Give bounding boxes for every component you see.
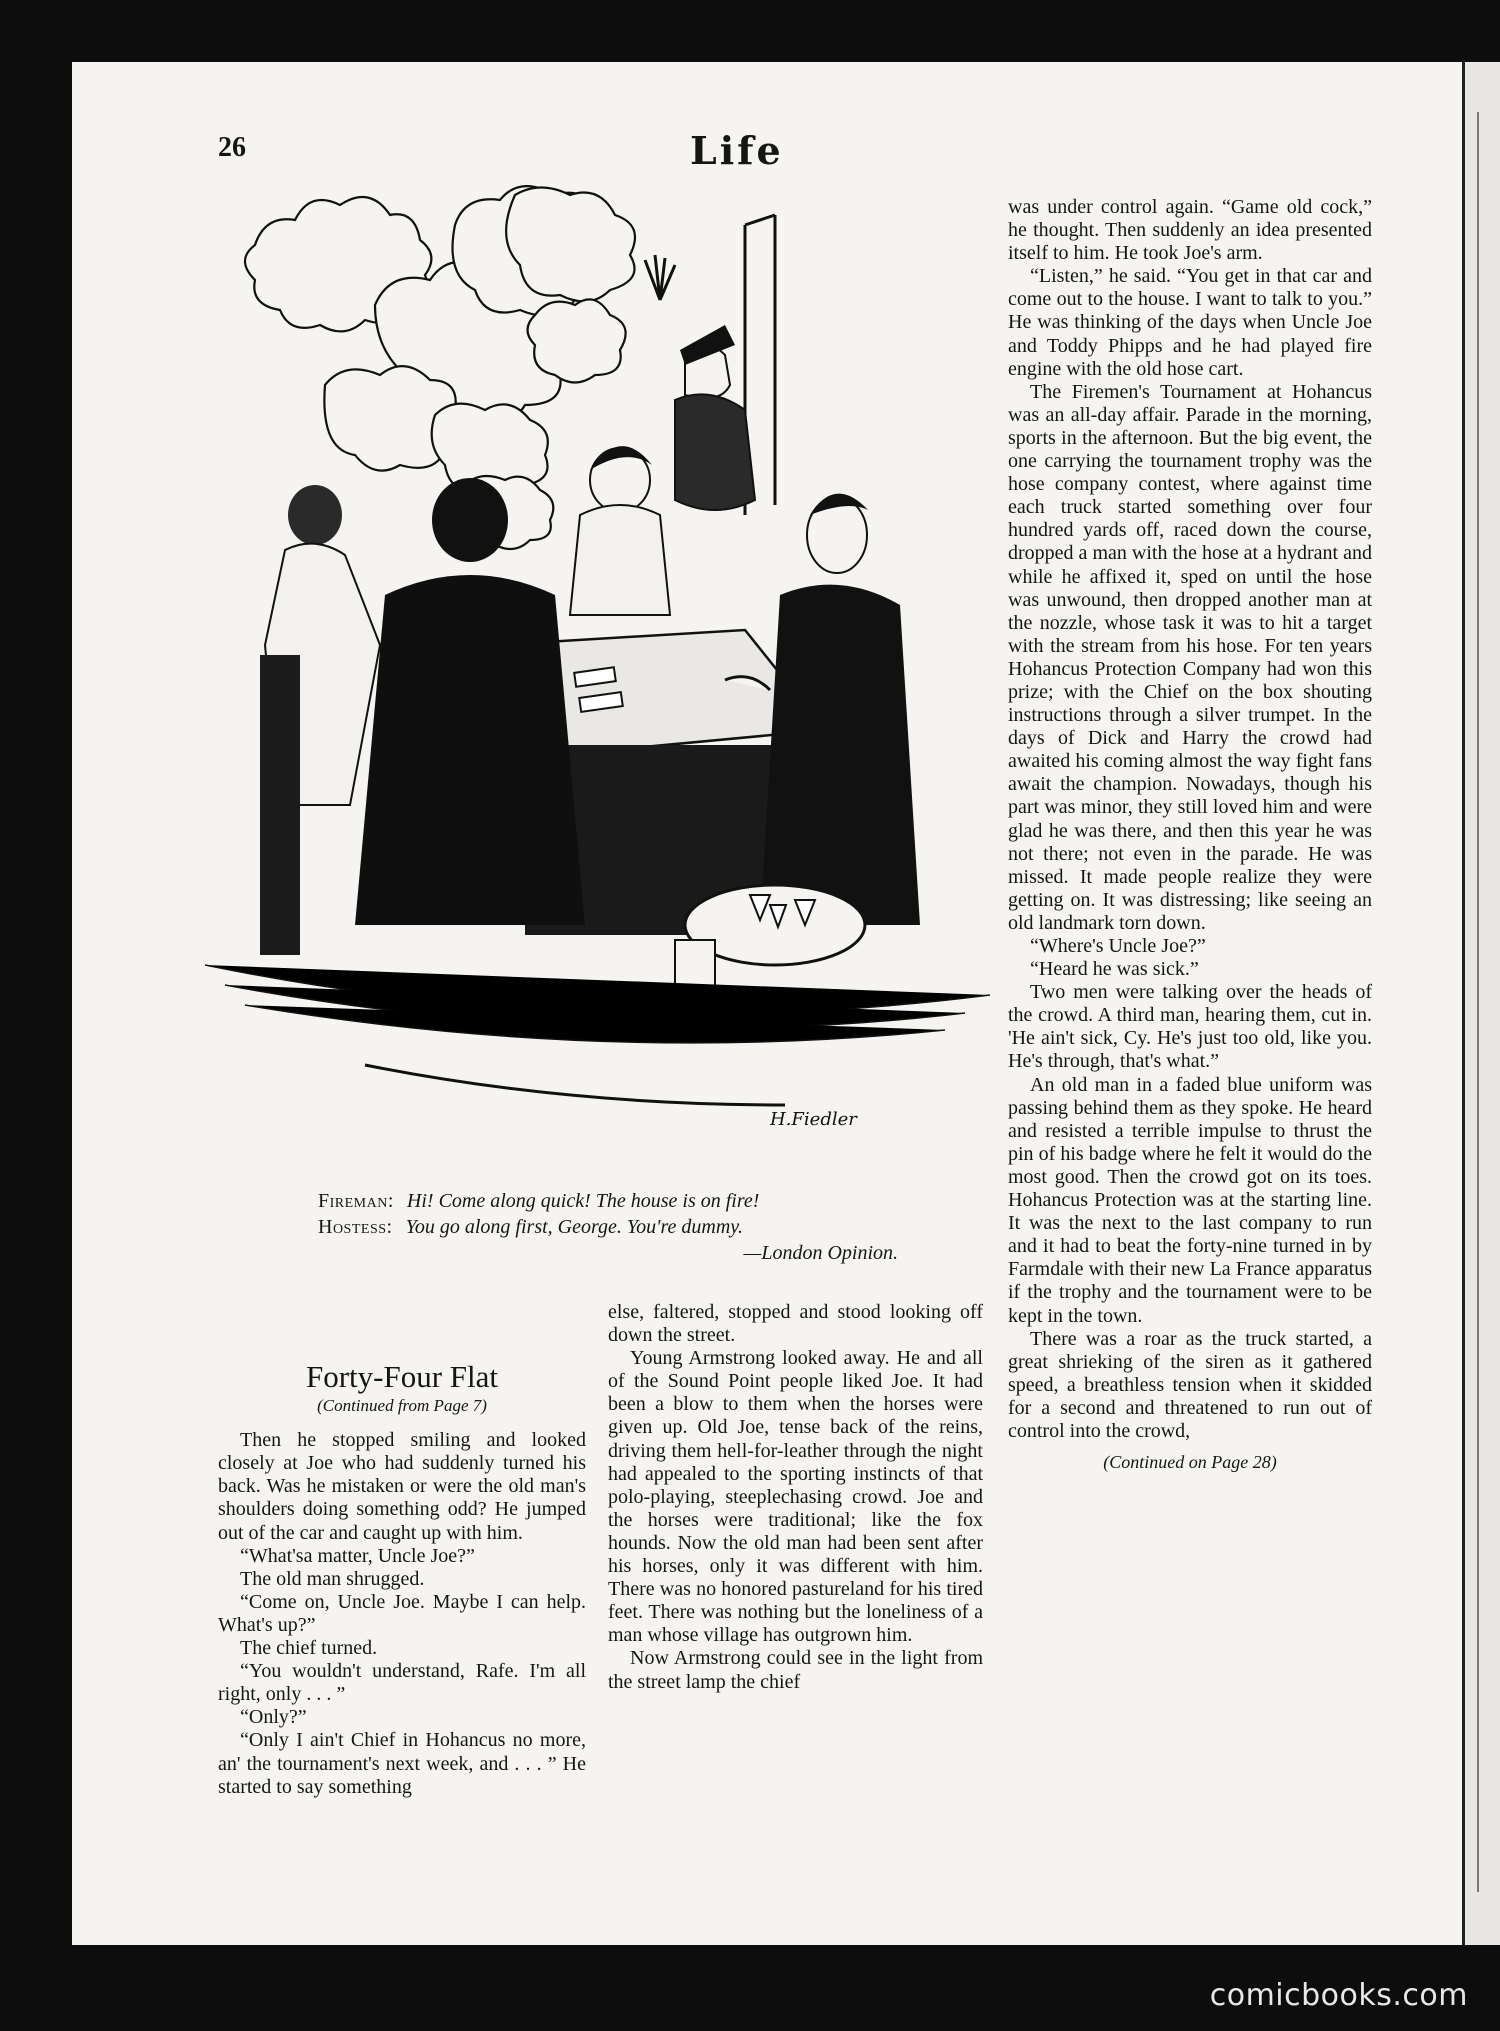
article-title: Forty-Four Flat bbox=[305, 1359, 499, 1394]
masthead: Life bbox=[690, 128, 784, 173]
paragraph: “Only?” bbox=[240, 1706, 307, 1729]
paragraph: “Heard he was sick.” bbox=[1030, 958, 1199, 981]
page-number: 26 bbox=[218, 132, 246, 163]
site-watermark: comicbooks.com bbox=[1209, 1978, 1468, 2013]
continued-from: (Continued from Page 7) bbox=[317, 1396, 487, 1416]
paragraph: “Where's Uncle Joe?” bbox=[1030, 935, 1206, 957]
cartoon-illustration bbox=[205, 185, 990, 1175]
artist-signature: H.Fiedler bbox=[770, 1109, 857, 1130]
paragraph: An old man in a faded blue uniform was passing behind them as they spoke. He heard and resisted a terrible impulse to thrust the pin of his badge where he felt it would do the most good. Then the crowd got on its toes. Hohancus Protection was at the starting line. It was the next to the last company to run and it had to beat the forty-nine turned in by Farmdale with their new La France apparatus if the trophy and the tournament were to be kept in the town. bbox=[1008, 1073, 1372, 1327]
paragraph: Young Armstrong looked away. He and all of the Sound Point people liked Joe. It had been a blow to them when the horses were given up. Old Joe, tense back of the reins, driving them hell-for-leather through the night had appealed to the sporting instincts of that polo-playing, steeplechasing crowd. Joe and the horses were traditional; like the fox hounds. Now the old man had been sent after his horses, only it was different with him. There was no honored pastureland for his tired feet. There was nothing but the loneliness of a man whose village has outgrown him. bbox=[608, 1347, 983, 1647]
paragraph: The Firemen's Tournament at Hohancus was an all-day affair. Parade in the morning, sports in the afternoon. But the big event, the one carrying the tournament trophy was the hose company contest, where against time each truck started something over four hundred yards off, raced down the course, dropped a man with the hose at a hydrant and while he affixed it, sped on until the hose was unwound, then dropped another man at the nozzle, whose task it was to hit a target with the stream from his hose. For ten years Hohancus Protection Company had won this prize; with the Chief on the box shouting instructions through a silver trumpet. In the days of Dick and Harry the crowd had awaited his coming almost the way fight fans await the champion. Nowadays, though his part was minor, they still loved him and were glad he was there, and then this year he was not there; not even in the parade. He was missed. It made people realize they were getting on. It was distressing; like seeing an old landmark torn down. bbox=[1008, 380, 1372, 934]
caption-line-fireman bbox=[318, 1188, 898, 1214]
speaker-hostess: Hostess: bbox=[318, 1216, 393, 1238]
paragraph: else, faltered, stopped and stood looking off down the street. bbox=[608, 1301, 983, 1347]
hostess-figure bbox=[570, 446, 670, 615]
hostess-line: You go along first, George. You're dummy. bbox=[405, 1216, 744, 1238]
paragraph: Two men were talking over the heads of the crowd. A third man, hearing them, cut in. 'He ain't sick, Cy. He's just too old, like you. He's through, that's what.” bbox=[1008, 981, 1372, 1073]
cartoon-caption bbox=[318, 1188, 898, 1266]
paragraph: was under control again. “Game old cock,” he thought. Then suddenly an idea presented itself to him. He took Joe's arm. bbox=[1008, 196, 1372, 265]
speaker-fireman: Fireman: bbox=[318, 1190, 394, 1212]
paragraph: There was a roar as the truck started, a great shrieking of the siren as it gathered speed, a breathless tension when it skidded for a second and threatened to run out of control into the crowd, bbox=[1008, 1327, 1372, 1442]
caption-source: —London Opinion. bbox=[743, 1242, 898, 1264]
continued-on: (Continued on Page 28) bbox=[1103, 1452, 1277, 1473]
next-page-edge bbox=[1462, 62, 1500, 1945]
article-column-1 bbox=[218, 1359, 586, 1799]
fireman-figure bbox=[645, 255, 755, 510]
man-back-figure bbox=[355, 478, 585, 925]
paragraph: The chief turned. bbox=[240, 1637, 378, 1660]
article-column-3 bbox=[1008, 196, 1372, 1474]
fireman-line: Hi! Come along quick! The house is on fire! bbox=[406, 1190, 760, 1212]
paragraph: “Only I ain't Chief in Hohancus no more, an' the tournament's next week, and . . . ” He started to say something bbox=[218, 1729, 586, 1798]
floor-shadow bbox=[205, 965, 990, 1043]
paragraph: The old man shrugged. bbox=[240, 1567, 425, 1590]
paragraph: Now Armstrong could see in the light from the street lamp the chief bbox=[608, 1647, 983, 1693]
paragraph: “You wouldn't understand, Rafe. I'm all right, only . . . ” bbox=[218, 1660, 586, 1706]
paragraph: Then he stopped smiling and looked closely at Joe who had suddenly turned his back. Was he mistaken or were the old man's shoulders doing something odd? He jumped out of the car and caught up with him. bbox=[218, 1429, 586, 1544]
paragraph: “What'sa matter, Uncle Joe?” bbox=[240, 1544, 475, 1567]
paragraph: “Listen,” he said. “You get in that car and come out to the house. I want to talk to you.” He was thinking of the days when Uncle Joe and Toddy Phipps and he had played fire engine with the old hose cart. bbox=[1008, 265, 1372, 380]
paragraph: “Come on, Uncle Joe. Maybe I can help. What's up?” bbox=[218, 1590, 586, 1636]
caption-line-hostess bbox=[318, 1214, 898, 1240]
article-column-2 bbox=[608, 1301, 983, 1694]
